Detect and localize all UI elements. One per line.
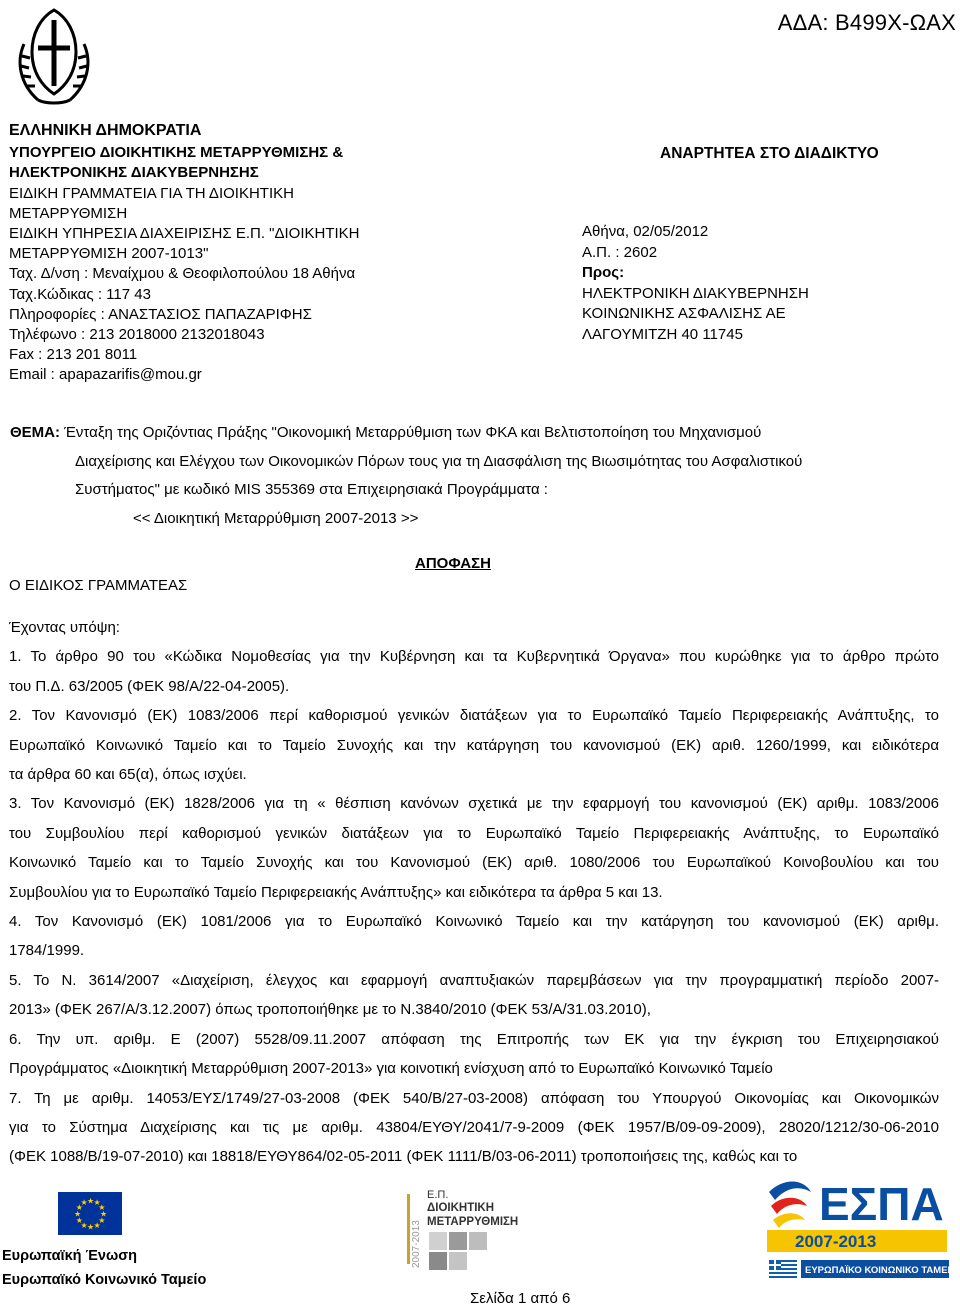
consideration-line: 7. Τη με αριθμ. 14053/ΕΥΣ/1749/27-03-2008 (ΦΕΚ 540/Β/27-03-2008) απόφαση του Υπουργού Οικονομίας και Οικονομικών <box>9 1089 939 1107</box>
consideration-line: 6. Την υπ. αριθμ. Ε (2007) 5528/09.11.2007 απόφαση της Επιτροπής των ΕΚ για την έγκριση του Επιχειρησιακού <box>9 1030 939 1048</box>
consideration-line: για το Σύστημα Διαχείρισης και τις με αριθμ. 43804/ΕΥΘΥ/2041/7-9-2009 (ΦΕΚ 1957/Β/09-09-2009), 28020/1212/30-06-2010 <box>9 1118 939 1136</box>
subject-line-2: Διαχείρισης και Ελέγχου των Οικονομικών Πόρων τους για τη Διασφάλιση της Βιωσιμότητας του Ασφαλιστικού <box>75 452 803 470</box>
ep-small-text: Ε.Π. <box>427 1189 449 1201</box>
publish-notice: ΑΝΑΡΤΗΤΕΑ ΣΤΟ ΔΙΑΔΙΚΤΥΟ <box>660 145 879 162</box>
eu-star-icon: ★ <box>80 1198 88 1208</box>
subject-line-3: Συστήματος" με κωδικό MIS 355369 στα Επιχειρησιακά Προγράμματα : <box>75 481 548 498</box>
consideration-line: του Π.Δ. 63/2005 (ΦΕΚ 98/Α/22-04-2005). <box>9 677 290 695</box>
eu-star-icon: ★ <box>80 1220 88 1230</box>
info-line: Πληροφορίες : ΑΝΑΣΤΑΣΙΟΣ ΠΑΠΑΖΑΡΙΦΗΣ <box>9 305 312 323</box>
espa-swirl-icon <box>769 1182 811 1229</box>
consideration-item <box>9 1084 939 1172</box>
recipient-block <box>582 222 942 346</box>
ep-logo <box>405 1180 535 1278</box>
espa-years-text: 2007-2013 <box>795 1232 877 1251</box>
subject-line-4: << Διοικητική Μεταρρύθμιση 2007-2013 >> <box>133 509 419 527</box>
sender-block <box>9 121 449 386</box>
consideration-line: του Συμβουλίου περί καθορισμού γενικών διατάξεων για το Ευρωπαϊκό Ταμείο Περιφερειακής Ανάπτυξης, το Ευρωπαϊκό <box>9 824 939 842</box>
recipient-line-2: ΚΟΙΝΩΝΙΚΗΣ ΑΣΦΑΛΙΣΗΣ ΑΕ <box>582 305 786 323</box>
fax-line: Fax : 213 201 8011 <box>9 346 138 364</box>
consideration-line: 1784/1999. <box>9 942 85 960</box>
consideration-line: Προγράμματος «Διοικητική Μεταρρύθμιση 2007-2013» για κοινοτική ενίσχυση από το Ευρωπαϊκό Κοινωνικό Ταμείο <box>9 1060 773 1078</box>
service-line-2: ΜΕΤΑΡΡΥΘΜΙΣΗ 2007-1013" <box>9 245 209 263</box>
consideration-line: Συμβουλίου για το Ευρωπαϊκό Ταμείο Περιφερειακής Ανάπτυξης» και ειδικότερα τα άρθρα 5 και 13. <box>9 883 663 901</box>
phone-line: Τηλέφωνο : 213 2018000 2132018043 <box>9 326 265 344</box>
eu-star-icon: ★ <box>75 1203 83 1212</box>
eu-union-text: Ευρωπαϊκή Ένωση <box>2 1248 137 1264</box>
ep-years-text: 2007-2013 <box>411 1220 422 1268</box>
consideration-line: 3. Τον Κανονισμό (ΕΚ) 1828/2006 για τη « θέσπιση κανόνων σχετικά με την εφαρμογή του κανονισμού (ΕΚ) αριθμ. 1083/2006 <box>9 795 939 813</box>
eu-flag-icon <box>58 1192 122 1235</box>
protocol-line: Α.Π. : 2602 <box>582 243 658 261</box>
espa-title-text: ΕΣΠΑ <box>819 1178 944 1230</box>
ep-line2-text: ΜΕΤΑΡΡΥΘΜΙΣΗ <box>427 1216 519 1228</box>
email-line: Email : apapazarifis@mou.gr <box>9 366 202 384</box>
page-number: Σελίδα 1 από 6 <box>470 1290 571 1307</box>
espa-logo <box>765 1172 953 1292</box>
espa-sub-text: ΕΥΡΩΠΑΪΚΟ ΚΟΙΝΩΝΙΚΟ ΤΑΜΕΙΟ <box>805 1265 953 1276</box>
eu-star-icon: ★ <box>87 1196 95 1206</box>
decision-title: ΑΠΟΦΑΣΗ <box>415 555 491 572</box>
eu-star-icon: ★ <box>75 1216 83 1225</box>
service-line: ΕΙΔΙΚΗ ΥΠΗΡΕΣΙΑ ΔΙΑΧΕΙΡΙΣΗΣ Ε.Π. "ΔΙΟΙΚΗΤΙΚΗ <box>9 225 360 243</box>
considering-label: Έχοντας υπόψη: <box>9 619 120 636</box>
ada-code: ΑΔΑ: Β499Χ-ΩΑΧ <box>777 10 956 35</box>
consideration-line: 4. Τον Κανονισμό (ΕΚ) 1081/2006 για το Ευρωπαϊκό Κοινωνικό Ταμείο και την κατάργηση του κανονισμού (ΕΚ) αριθμ. <box>9 913 939 931</box>
consideration-line: 5. Το Ν. 3614/2007 «Διαχείριση, έλεγχος και εφαρμογή αναπτυξιακών παρεμβάσεων για την προγραμματική περίοδο 2007- <box>9 971 939 989</box>
eu-star-icon: ★ <box>98 1203 106 1212</box>
eu-star-icon: ★ <box>93 1198 101 1208</box>
ep-line1-text: ΔΙΟΙΚΗΤΙΚΗ <box>427 1202 495 1214</box>
consideration-item <box>9 1025 939 1084</box>
secretariat-line-2: ΜΕΤΑΡΡΥΘΜΙΣΗ <box>9 204 128 222</box>
consideration-line: τα άρθρα 60 και 65(α), όπως ισχύει. <box>9 766 247 784</box>
consideration-item <box>9 907 939 966</box>
recipient-line-3: ΛΑΓΟΥΜΙΤΖΗ 40 11745 <box>582 325 743 343</box>
ministry-line: ΥΠΟΥΡΓΕΙΟ ΔΙΟΙΚΗΤΙΚΗΣ ΜΕΤΑΡΡΥΘΜΙΣΗΣ & <box>9 144 344 162</box>
greek-flag-icon <box>769 1260 797 1278</box>
recipient-line-1: ΗΛΕΚΤΡΟΝΙΚΗ ΔΙΑΚΥΒΕΡΝΗΣΗ <box>582 284 809 302</box>
consideration-item <box>9 701 939 789</box>
greek-emblem-icon <box>10 4 98 108</box>
subject-label: ΘΕΜΑ: <box>10 424 60 441</box>
eu-star-icon: ★ <box>98 1216 106 1225</box>
ministry-line-2: ΗΛΕΚΤΡΟΝΙΚΗΣ ΔΙΑΚΥΒΕΡΝΗΣΗΣ <box>9 164 259 182</box>
country-heading: ΕΛΛΗΝΙΚΗ ΔΗΜΟΚΡΑΤΙΑ <box>9 122 202 139</box>
postcode-line: Ταχ.Κώδικας : 117 43 <box>9 285 151 303</box>
consideration-line: Ευρωπαϊκό Κοινωνικό Ταμείο και το Ταμείο Συνοχής και την κατάργηση του κανονισμού (ΕΚ) αριθ. 1260/1999, και ειδικότερα <box>9 736 939 754</box>
consideration-line: Κοινωνικό Ταμείο και το Ταμείο Συνοχής και του Κανονισμού (ΕΚ) αριθ. 1080/2006 του Ευρωπαϊκού Κοινοβουλίου και του <box>9 854 939 872</box>
to-label: Προς: <box>582 264 625 282</box>
eu-star-icon: ★ <box>100 1209 108 1219</box>
consideration-item <box>9 789 939 907</box>
eu-star-icon: ★ <box>93 1220 101 1230</box>
considerations <box>9 613 939 1172</box>
consideration-line: 2. Τον Κανονισμό (ΕΚ) 1083/2006 περί καθορισμού γενικών διατάξεων για το Ευρωπαϊκό Ταμείο Περιφερειακής Ανάπτυξης, το <box>9 707 939 725</box>
eu-social-fund-text: Ευρωπαϊκό Κοινωνικό Ταμείο <box>2 1272 207 1288</box>
eu-star-icon: ★ <box>74 1209 82 1219</box>
consideration-line: 2013» (ΦΕΚ 267/Α/3.12.2007) όπως τροποποιήθηκε με το Ν.3840/2010 (ΦΕΚ 53/Α/31.03.2010), <box>9 1001 651 1019</box>
subject-block <box>10 419 940 533</box>
secretary-title: Ο ΕΙΔΙΚΟΣ ΓΡΑΜΜΑΤΕΑΣ <box>9 577 188 594</box>
consideration-item <box>9 642 939 701</box>
secretariat-line: ΕΙΔΙΚΗ ΓΡΑΜΜΑΤΕΙΑ ΓΙΑ ΤΗ ΔΙΟΙΚΗΤΙΚΗ <box>9 184 294 202</box>
eu-star-icon: ★ <box>87 1222 95 1232</box>
eu-label <box>2 1244 206 1292</box>
ep-pattern-icon <box>429 1232 487 1270</box>
consideration-item <box>9 966 939 1025</box>
consideration-line: 1. Το άρθρο 90 του «Κώδικα Νομοθεσίας για την Κυβέρνηση και τα Κυβερνητικά Όργανα» που κυρώθηκε για το άρθρο πρώτο <box>9 648 939 666</box>
address-line: Ταχ. Δ/νση : Μεναίχμου & Θεοφιλοπούλου 18 Αθήνα <box>9 265 356 283</box>
subject-line-1: Ένταξη της Οριζόντιας Πράξης "Οικονομική Μεταρρύθμιση των ΦΚΑ και Βελτιστοποίηση του Μηχανισμού <box>64 424 762 441</box>
date-line: Αθήνα, 02/05/2012 <box>582 223 709 240</box>
considerations-list <box>9 642 939 1171</box>
consideration-line: (ΦΕΚ 1088/Β/19-07-2010) και 18818/ΕΥΘΥ864/02-05-2011 (ΦΕΚ 1111/Β/03-06-2011) τροποποιήσεις της, καθώς και το <box>9 1148 798 1166</box>
